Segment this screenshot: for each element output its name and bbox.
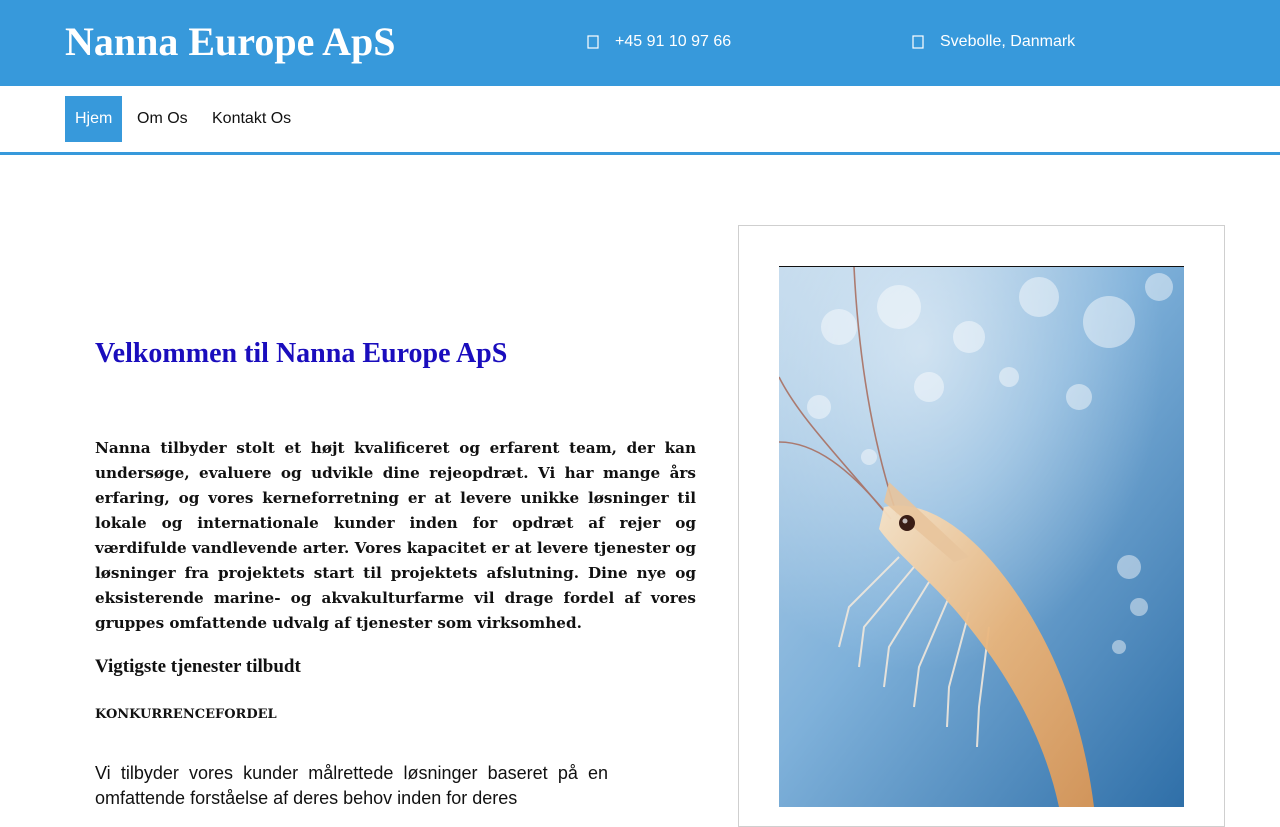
nav-item-om-os[interactable]: Om Os	[137, 110, 188, 127]
advantage-paragraph: Vi tilbyder vores kunder målrettede løsninger baseret på en omfattende forståelse af deres behov inden for deres	[95, 763, 608, 808]
welcome-heading: Velkommen til Nanna Europe ApS	[95, 338, 508, 369]
intro-paragraph: Nanna tilbyder stolt et højt kvalificeret og erfarent team, der kan undersøge, evaluere og udvikle dine rejeopdræt. Vi har mange års erfaring, og vores kerneforretning er at levere unikke løsninger til lokale og internationale kunder inden for opdræt af rejer og værdifulde vandlevende arter. Vores kapacitet er at levere tjenester og løsninger fra projektets start til projektets afslutning. Dine nye og eksisterende marine- og akvakulturfarme vil drage fordel af vores gruppes omfattende udvalg af tjenester som virksomhed.	[95, 439, 696, 632]
nav-item-hjem[interactable]: Hjem	[65, 96, 122, 142]
header-phone-number[interactable]: +45 91 10 97 66	[615, 33, 732, 50]
header-location-text: Svebolle, Danmark	[940, 33, 1076, 50]
nav-item-kontakt-os[interactable]: Kontakt Os	[212, 110, 292, 127]
advantage-heading: KONKURRENCEFORDEL	[95, 707, 277, 722]
map-marker-icon	[911, 35, 925, 49]
main-navigation	[0, 86, 1280, 155]
header-phone[interactable]	[586, 31, 731, 53]
site-brand-title[interactable]: Nanna Europe ApS	[65, 19, 396, 64]
shrimp-photo	[779, 266, 1184, 807]
top-header-bar	[0, 0, 1280, 86]
header-location	[911, 31, 1075, 53]
services-heading: Vigtigste tjenester tilbudt	[95, 656, 301, 677]
phone-icon	[586, 35, 600, 49]
